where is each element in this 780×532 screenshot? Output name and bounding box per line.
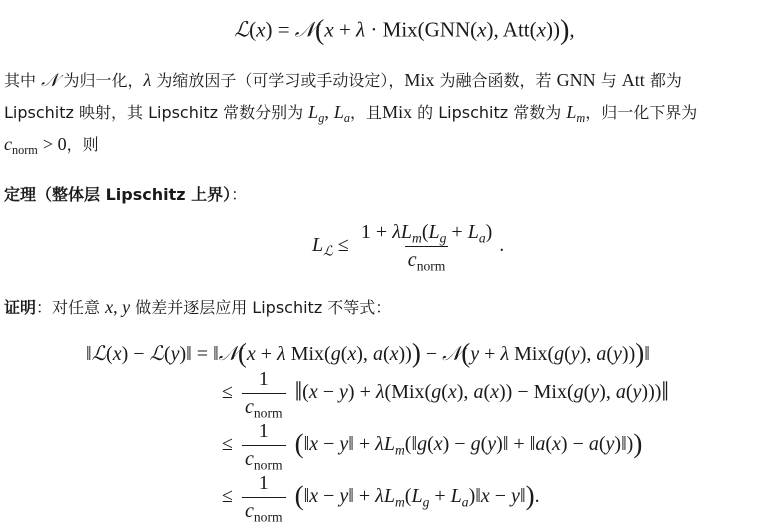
- paragraph-line-1: 其中 𝒩 为归一化，λ 为缩放因子（可学习或手动设定），Mix 为融合函数，若 GNN 与 Att 都为: [4, 70, 682, 91]
- main-equation: ℒ(x) = 𝒩(x + λ · Mix(GNN(x), Att(x))),: [234, 15, 575, 46]
- proof-line-1: ‖ℒ(x) − ℒ(y)‖ = ‖𝒩(x + λ Mix(g(x), a(x))) − 𝒩(y + λ Mix(g(y), a(y)))‖: [86, 338, 650, 368]
- proof-line-3: ≤ $\frac{1}{c_{norm}}$ (‖x − y‖ + $\lambda L_m(‖g(x)$ − g(y)‖ + ‖a(x) − a(y)‖)): [222, 420, 643, 473]
- proof-line-4: ≤ $\frac{1}{c_{norm}}$ (‖x − y‖ + $\lambda L_m(L_g$ + $L_a)‖x$ − y‖).: [222, 472, 540, 525]
- theorem-heading: 定理（整体层 Lipschitz 上界）：: [4, 185, 248, 204]
- paragraph-line-2: Lipschitz 映射，其 Lipschitz 常数分别为 $L_g$, $L_a$，且Mix 的 Lipschitz 常数为 $L_m$，归一化下界为: [4, 102, 698, 125]
- proof-line-2: ≤ $\frac{1}{c_{norm}}$ ‖(x − y) + λ(Mix(g(x), a(x)) − Mix(g(y), a(y)))‖: [222, 368, 669, 421]
- proof-intro: 证明：对任意 x, y 做差并逐层应用 Lipschitz 不等式：: [4, 297, 392, 317]
- theorem-formula: $L_ℒ$ ≤ $\frac{1 + \lambda L_m(L_g + L_a)}{c_{norm}}$ .: [312, 221, 505, 274]
- paragraph-line-3: $c_{norm} > 0$，则: [4, 134, 99, 157]
